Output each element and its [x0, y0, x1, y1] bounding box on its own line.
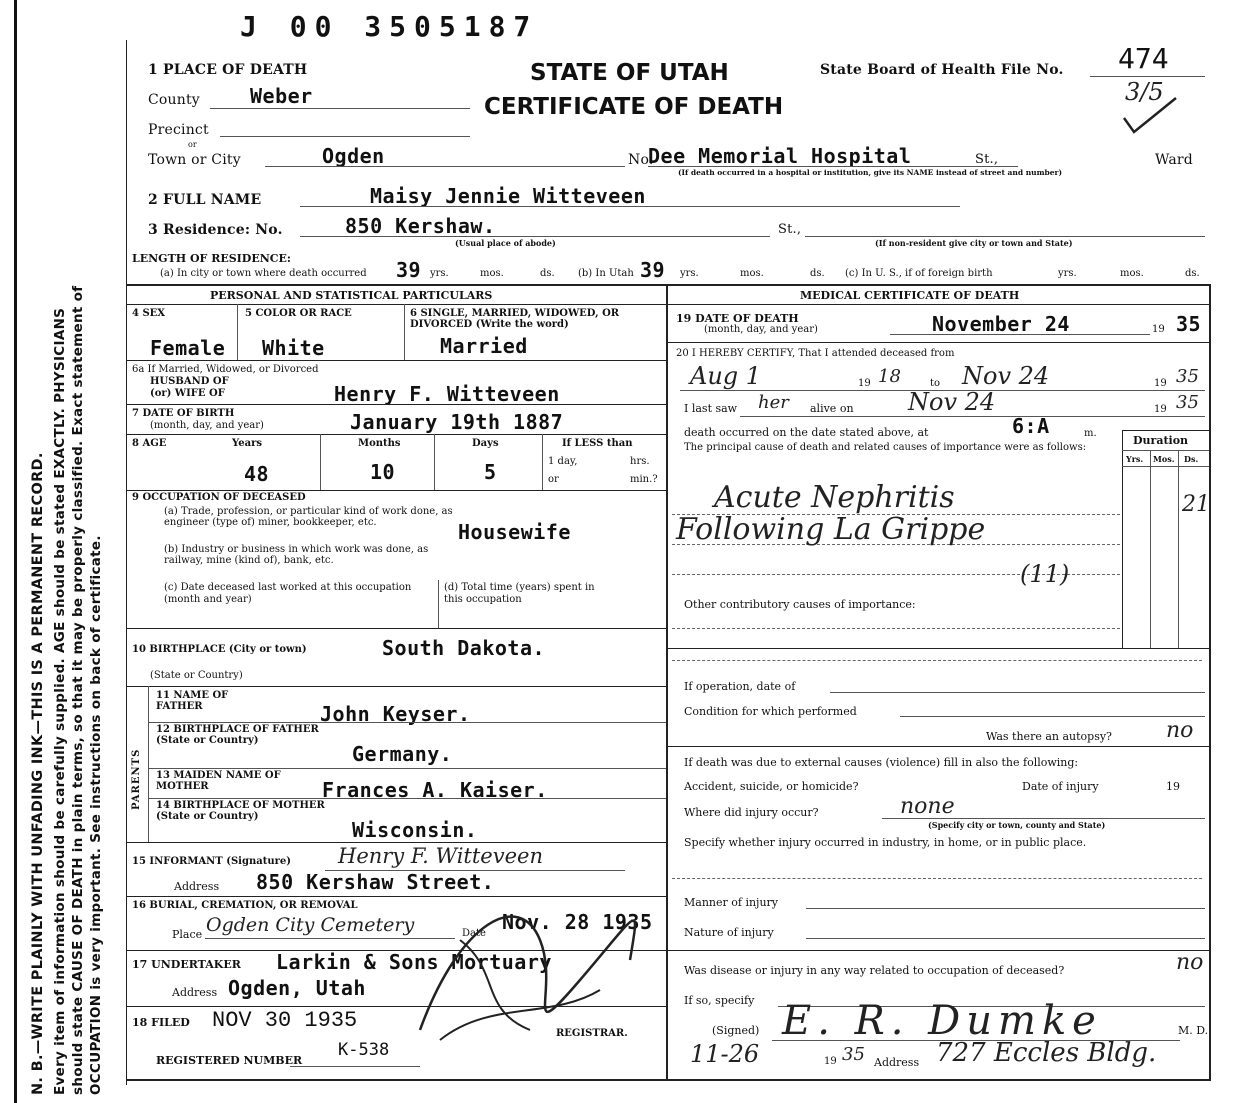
file-no-label: State Board of Health File No.	[820, 62, 1064, 78]
nature-bottom-line	[666, 950, 1211, 951]
father-label: 11 NAME OF FATHER	[156, 690, 229, 712]
occupation-label: 9 OCCUPATION OF DECEASED	[132, 492, 306, 503]
length-us-ds: ds.	[1185, 268, 1200, 279]
duration-col-2	[1178, 450, 1179, 648]
autopsy-bottom-line	[666, 746, 1211, 747]
informant-signature: Henry F. Witteveen	[338, 844, 543, 868]
cause-1: Acute Nephritis	[714, 480, 955, 515]
injury-year: 19	[1166, 780, 1180, 793]
spouse-label-a: 6a If Married, Widowed, or Divorced	[132, 364, 319, 375]
grid-top-line	[126, 284, 1211, 286]
cause-label: The principal cause of death and related causes of importance were as follows:	[684, 442, 1087, 453]
specify-label: Specify whether injury occurred in industry, in home, or in public place.	[684, 836, 1087, 849]
ward-label: Ward	[1155, 152, 1193, 168]
burial-date-value: Nov. 28 1935	[502, 910, 653, 934]
age-days-value: 5	[484, 460, 497, 484]
informant-address: 850 Kershaw Street.	[256, 870, 495, 894]
serial-number: J 00 3505187	[240, 10, 539, 43]
length-us-yrs: yrs.	[1058, 268, 1077, 279]
father-bp-label: 12 BIRTHPLACE OF FATHER (State or Country)	[156, 724, 319, 746]
external-label: If death was due to external causes (violence) fill in also the following:	[684, 756, 1079, 769]
physician-address-label: Address	[874, 1056, 920, 1069]
parents-label: PARENTS	[131, 748, 142, 810]
alive-year: 35	[1176, 392, 1199, 413]
nonresident-note: (If non-resident give city or town and State)	[875, 238, 1073, 248]
attended-from-year: 18	[878, 366, 901, 387]
dob-value: January 19th 1887	[350, 410, 564, 434]
grid-bottom-line	[126, 1079, 1211, 1081]
months-label: Months	[358, 438, 401, 449]
less-label: If LESS than	[562, 438, 633, 449]
row-7-line	[126, 404, 666, 405]
residence-label: 3 Residence: No.	[148, 222, 283, 238]
death-date-sub: (month, day, and year)	[704, 324, 818, 335]
autopsy-label: Was there an autopsy?	[986, 730, 1112, 743]
town-line	[265, 166, 625, 167]
row-6a-line	[126, 360, 666, 361]
sex-value: Female	[150, 336, 226, 360]
length-utah-yrs: yrs.	[680, 268, 699, 279]
length-city-yrs: yrs.	[430, 268, 449, 279]
age-label: 8 AGE	[132, 438, 167, 449]
mother-value: Frances A. Kaiser.	[322, 778, 548, 802]
registrar-signature-scribble	[400, 880, 660, 1070]
length-city-mos: mos.	[480, 268, 504, 279]
residence-st-label: St.,	[778, 222, 802, 237]
birthplace-value: South Dakota.	[382, 636, 546, 660]
condition-label: Condition for which performed	[684, 705, 857, 718]
sex-label: 4 SEX	[132, 308, 166, 319]
signed-year-prefix: 19	[824, 1056, 837, 1067]
occupational-value: no	[1176, 950, 1204, 975]
length-utah-label: (b) In Utah	[578, 268, 634, 279]
parents-divider	[148, 686, 149, 842]
occ-b-label: (b) Industry or business in which work was done, as railway, mine (kind of), bank, etc.	[164, 544, 429, 566]
where-line	[882, 818, 1205, 819]
occupational-label: Was disease or injury in any way related to occupation of deceased?	[684, 964, 1065, 977]
age-divider-1	[320, 434, 321, 490]
row-11-line	[126, 686, 666, 687]
birthplace-label: 10 BIRTHPLACE (City or town)	[132, 644, 307, 655]
dob-sub: (month, day, and year)	[150, 420, 264, 431]
sidebar-line-3: should state CAUSE OF DEATH in plain terms, so that it may be properly classified. Exact statement of	[70, 285, 86, 1095]
cause-code: (11)	[1020, 560, 1070, 588]
duration-yrs: Yrs.	[1126, 454, 1144, 464]
sex-divider	[237, 304, 238, 360]
duration-label: Duration	[1133, 434, 1189, 447]
row-20-line	[666, 342, 1211, 343]
death-time: 6:A	[1012, 414, 1050, 438]
row-10-line	[126, 628, 666, 629]
registrar-label: REGISTRAR.	[556, 1028, 628, 1039]
hospital-value: Dee Memorial Hospital	[648, 144, 912, 168]
mother-bp-value: Wisconsin.	[352, 818, 478, 842]
undertaker-address: Ogden, Utah	[228, 976, 366, 1000]
st-label: St.,	[975, 152, 999, 167]
length-us-label: (c) In U. S., if of foreign birth	[845, 268, 993, 279]
town-value: Ogden	[322, 144, 385, 168]
hospital-line	[648, 166, 1018, 167]
duration-left-border	[1122, 430, 1123, 648]
burial-date-label: Date	[462, 928, 486, 939]
personal-title-line	[126, 304, 666, 305]
abode-note: (Usual place of abode)	[455, 238, 556, 248]
filed-value: NOV 30 1935	[212, 1008, 358, 1033]
nature-label: Nature of injury	[684, 926, 774, 939]
occurred-label: death occurred on the date stated above, at	[684, 426, 929, 439]
undertaker-value: Larkin & Sons Mortuary	[276, 950, 552, 974]
state-title: STATE OF UTAH	[530, 60, 729, 86]
specify-line	[672, 878, 1202, 879]
death-year-prefix: 19	[1152, 324, 1165, 335]
duration-top-line	[1122, 430, 1209, 431]
hospital-note: (If death occurred in a hospital or institution, give its NAME instead of street and number)	[678, 168, 1063, 177]
contributory-line-1	[672, 628, 1120, 629]
county-label: County	[148, 92, 200, 108]
length-city-years: 39	[396, 258, 422, 282]
certificate-title: CERTIFICATE OF DEATH	[484, 94, 784, 120]
attended-to: Nov 24	[962, 362, 1050, 390]
undertaker-label: 17 UNDERTAKER	[132, 958, 241, 971]
file-no-value: 474	[1118, 42, 1169, 75]
operation-label: If operation, date of	[684, 680, 796, 693]
attended-from: Aug 1	[690, 362, 762, 390]
row-8-line	[126, 434, 666, 435]
color-divider	[404, 304, 405, 360]
duration-sub-line	[1122, 450, 1209, 451]
duration-head-line	[1122, 466, 1209, 467]
min-label: min.?	[630, 474, 658, 485]
alive-on-value: Nov 24	[908, 388, 996, 416]
days-label: Days	[472, 438, 499, 449]
occ-c-label: (c) Date deceased last worked at this occupation (month and year)	[164, 582, 412, 605]
dob-label: 7 DATE OF BIRTH	[132, 408, 235, 419]
color-value: White	[262, 336, 325, 360]
mother-bp-label: 14 BIRTHPLACE OF MOTHER (State or Country)	[156, 800, 325, 822]
precinct-line	[220, 136, 470, 137]
certify-label: 20 I HEREBY CERTIFY, That I attended deceased from	[676, 348, 955, 359]
m-label: m.	[1084, 428, 1097, 439]
where-note: (Specify city or town, county and State)	[928, 820, 1106, 830]
attended-to-year: 35	[1176, 366, 1199, 387]
age-divider-3	[542, 434, 543, 490]
burial-place-value: Ogden City Cemetery	[206, 914, 415, 936]
md-label: M. D.	[1178, 1024, 1209, 1037]
form-left-border	[126, 40, 127, 1085]
occ-a-label: (a) Trade, profession, or particular kind of work done, as engineer (type of) miner, bookkeeper, etc.	[164, 506, 453, 528]
informant-address-label: Address	[174, 880, 220, 893]
undertaker-address-label: Address	[172, 986, 218, 999]
hrs-label: hrs.	[630, 456, 650, 467]
attended-from-prefix: 19	[858, 378, 871, 389]
death-date-line	[890, 334, 1150, 335]
sidebar-line-1: N. B.—WRITE PLAINLY WITH UNFADING INK—THIS IS A PERMANENT RECORD.	[30, 452, 46, 1095]
birthplace-sub: (State or Country)	[150, 670, 243, 681]
full-name-label: 2 FULL NAME	[148, 192, 262, 208]
alive-year-prefix: 19	[1154, 404, 1167, 415]
manner-line	[806, 908, 1205, 909]
length-utah-ds: ds.	[810, 268, 825, 279]
center-divider	[666, 284, 668, 1079]
length-us-mos: mos.	[1120, 268, 1144, 279]
length-residence-label: LENGTH OF RESIDENCE:	[132, 252, 291, 265]
alive-line	[740, 416, 1205, 417]
marital-label: 6 SINGLE, MARRIED, WIDOWED, OR DIVORCED (Write the word)	[410, 308, 620, 330]
registered-label: REGISTERED NUMBER	[156, 1054, 303, 1067]
length-utah-mos: mos.	[740, 268, 764, 279]
county-value: Weber	[250, 84, 313, 108]
row-15-line	[126, 842, 666, 843]
informant-label: 15 INFORMANT (Signature)	[132, 856, 291, 867]
physician-signature: E. R. Dumke	[782, 998, 1102, 1044]
accident-label: Accident, suicide, or homicide?	[684, 780, 859, 793]
burial-place-label: Place	[172, 928, 203, 941]
occupation-value: Housewife	[458, 520, 571, 544]
length-city-ds: ds.	[540, 268, 555, 279]
or-label: or	[188, 140, 197, 149]
signed-label: (Signed)	[712, 1024, 760, 1037]
file-note: 3/5	[1125, 78, 1164, 106]
years-label: Years	[232, 438, 263, 449]
duration-col-1	[1150, 450, 1151, 648]
father-bp-value: Germany.	[352, 742, 453, 766]
left-border	[14, 0, 17, 1103]
where-label: Where did injury occur?	[684, 806, 819, 819]
row-9-line	[126, 490, 666, 491]
if-so-label: If so, specify	[684, 994, 755, 1007]
contributory-label: Other contributory causes of importance:	[684, 598, 916, 611]
length-utah-years: 39	[640, 258, 666, 282]
contributory-bottom-line	[666, 648, 1211, 649]
last-saw-label: I last saw	[684, 402, 738, 415]
duration-ds: Ds.	[1184, 454, 1199, 464]
mother-label: 13 MAIDEN NAME OF MOTHER	[156, 770, 281, 792]
county-line	[210, 108, 470, 109]
check-mark-icon	[1120, 96, 1180, 136]
age-months-value: 10	[370, 460, 396, 484]
day-label: 1 day,	[548, 456, 578, 467]
cause-2: Following La Grippe	[676, 512, 986, 547]
residence-line	[300, 236, 770, 237]
last-saw-value: her	[758, 392, 789, 413]
no-label: No.	[628, 152, 654, 168]
nature-line	[806, 938, 1205, 939]
place-of-death-label: 1 PLACE OF DEATH	[148, 62, 308, 78]
file-no-line	[1090, 76, 1205, 77]
where-value: none	[900, 794, 955, 819]
autopsy-value: no	[1166, 718, 1194, 743]
death-date-value: November 24	[932, 312, 1070, 336]
contributory-line-2	[672, 660, 1202, 661]
operation-line	[830, 692, 1205, 693]
filed-label: 18 FILED	[132, 1016, 190, 1029]
row-13-line	[148, 768, 666, 769]
spouse-label-b: HUSBAND OF	[150, 376, 229, 387]
residence-value: 850 Kershaw.	[345, 214, 496, 238]
physician-address: 727 Eccles Bldg.	[936, 1038, 1157, 1068]
age-years-value: 48	[244, 462, 270, 486]
occ-d-label: (d) Total time (years) spent in this occupation	[444, 582, 595, 605]
alive-on-label: alive on	[810, 402, 854, 415]
sidebar-line-4: OCCUPATION is very important. See instructions on back of certificate.	[88, 535, 104, 1095]
condition-line	[900, 716, 1205, 717]
row-12-line	[148, 722, 666, 723]
residence-st-line	[805, 236, 1205, 237]
injury-date-label: Date of injury	[1022, 780, 1099, 793]
attended-to-prefix: 19	[1154, 378, 1167, 389]
medical-section-title: MEDICAL CERTIFICATE OF DEATH	[800, 289, 1020, 302]
full-name-value: Maisy Jennie Witteveen	[370, 184, 646, 208]
spouse-label-c: (or) WIFE OF	[150, 388, 225, 399]
color-label: 5 COLOR OR RACE	[245, 308, 352, 319]
personal-section-title: PERSONAL AND STATISTICAL PARTICULARS	[210, 289, 493, 302]
signed-date: 11-26	[690, 1040, 760, 1068]
burial-label: 16 BURIAL, CREMATION, OR REMOVAL	[132, 900, 358, 911]
occ-cd-divider	[438, 580, 439, 628]
marital-value: Married	[440, 334, 528, 358]
signed-year: 35	[842, 1044, 865, 1065]
row-14-line	[148, 798, 666, 799]
to-label: to	[930, 378, 941, 389]
full-name-line	[300, 206, 960, 207]
right-border	[1209, 284, 1211, 1079]
duration-mos: Mos.	[1153, 454, 1175, 464]
or-min-label: or	[548, 474, 559, 485]
father-value: John Keyser.	[320, 702, 471, 726]
medical-title-line	[666, 304, 1211, 305]
age-divider-2	[434, 434, 435, 490]
death-date-label: 19 DATE OF DEATH	[676, 312, 799, 325]
sidebar-line-2: Every item of information should be carefully supplied. AGE should be stated EXACTLY. PHYSICIANS	[52, 307, 68, 1095]
manner-label: Manner of injury	[684, 896, 779, 909]
registered-value: K-538	[338, 1040, 390, 1060]
town-label: Town or City	[148, 152, 241, 168]
spouse-value: Henry F. Witteveen	[334, 382, 560, 406]
length-city-label: (a) In city or town where death occurred	[160, 268, 367, 279]
death-year: 35	[1176, 312, 1202, 336]
precinct-label: Precinct	[148, 122, 209, 138]
cause-duration: 21	[1182, 492, 1210, 517]
